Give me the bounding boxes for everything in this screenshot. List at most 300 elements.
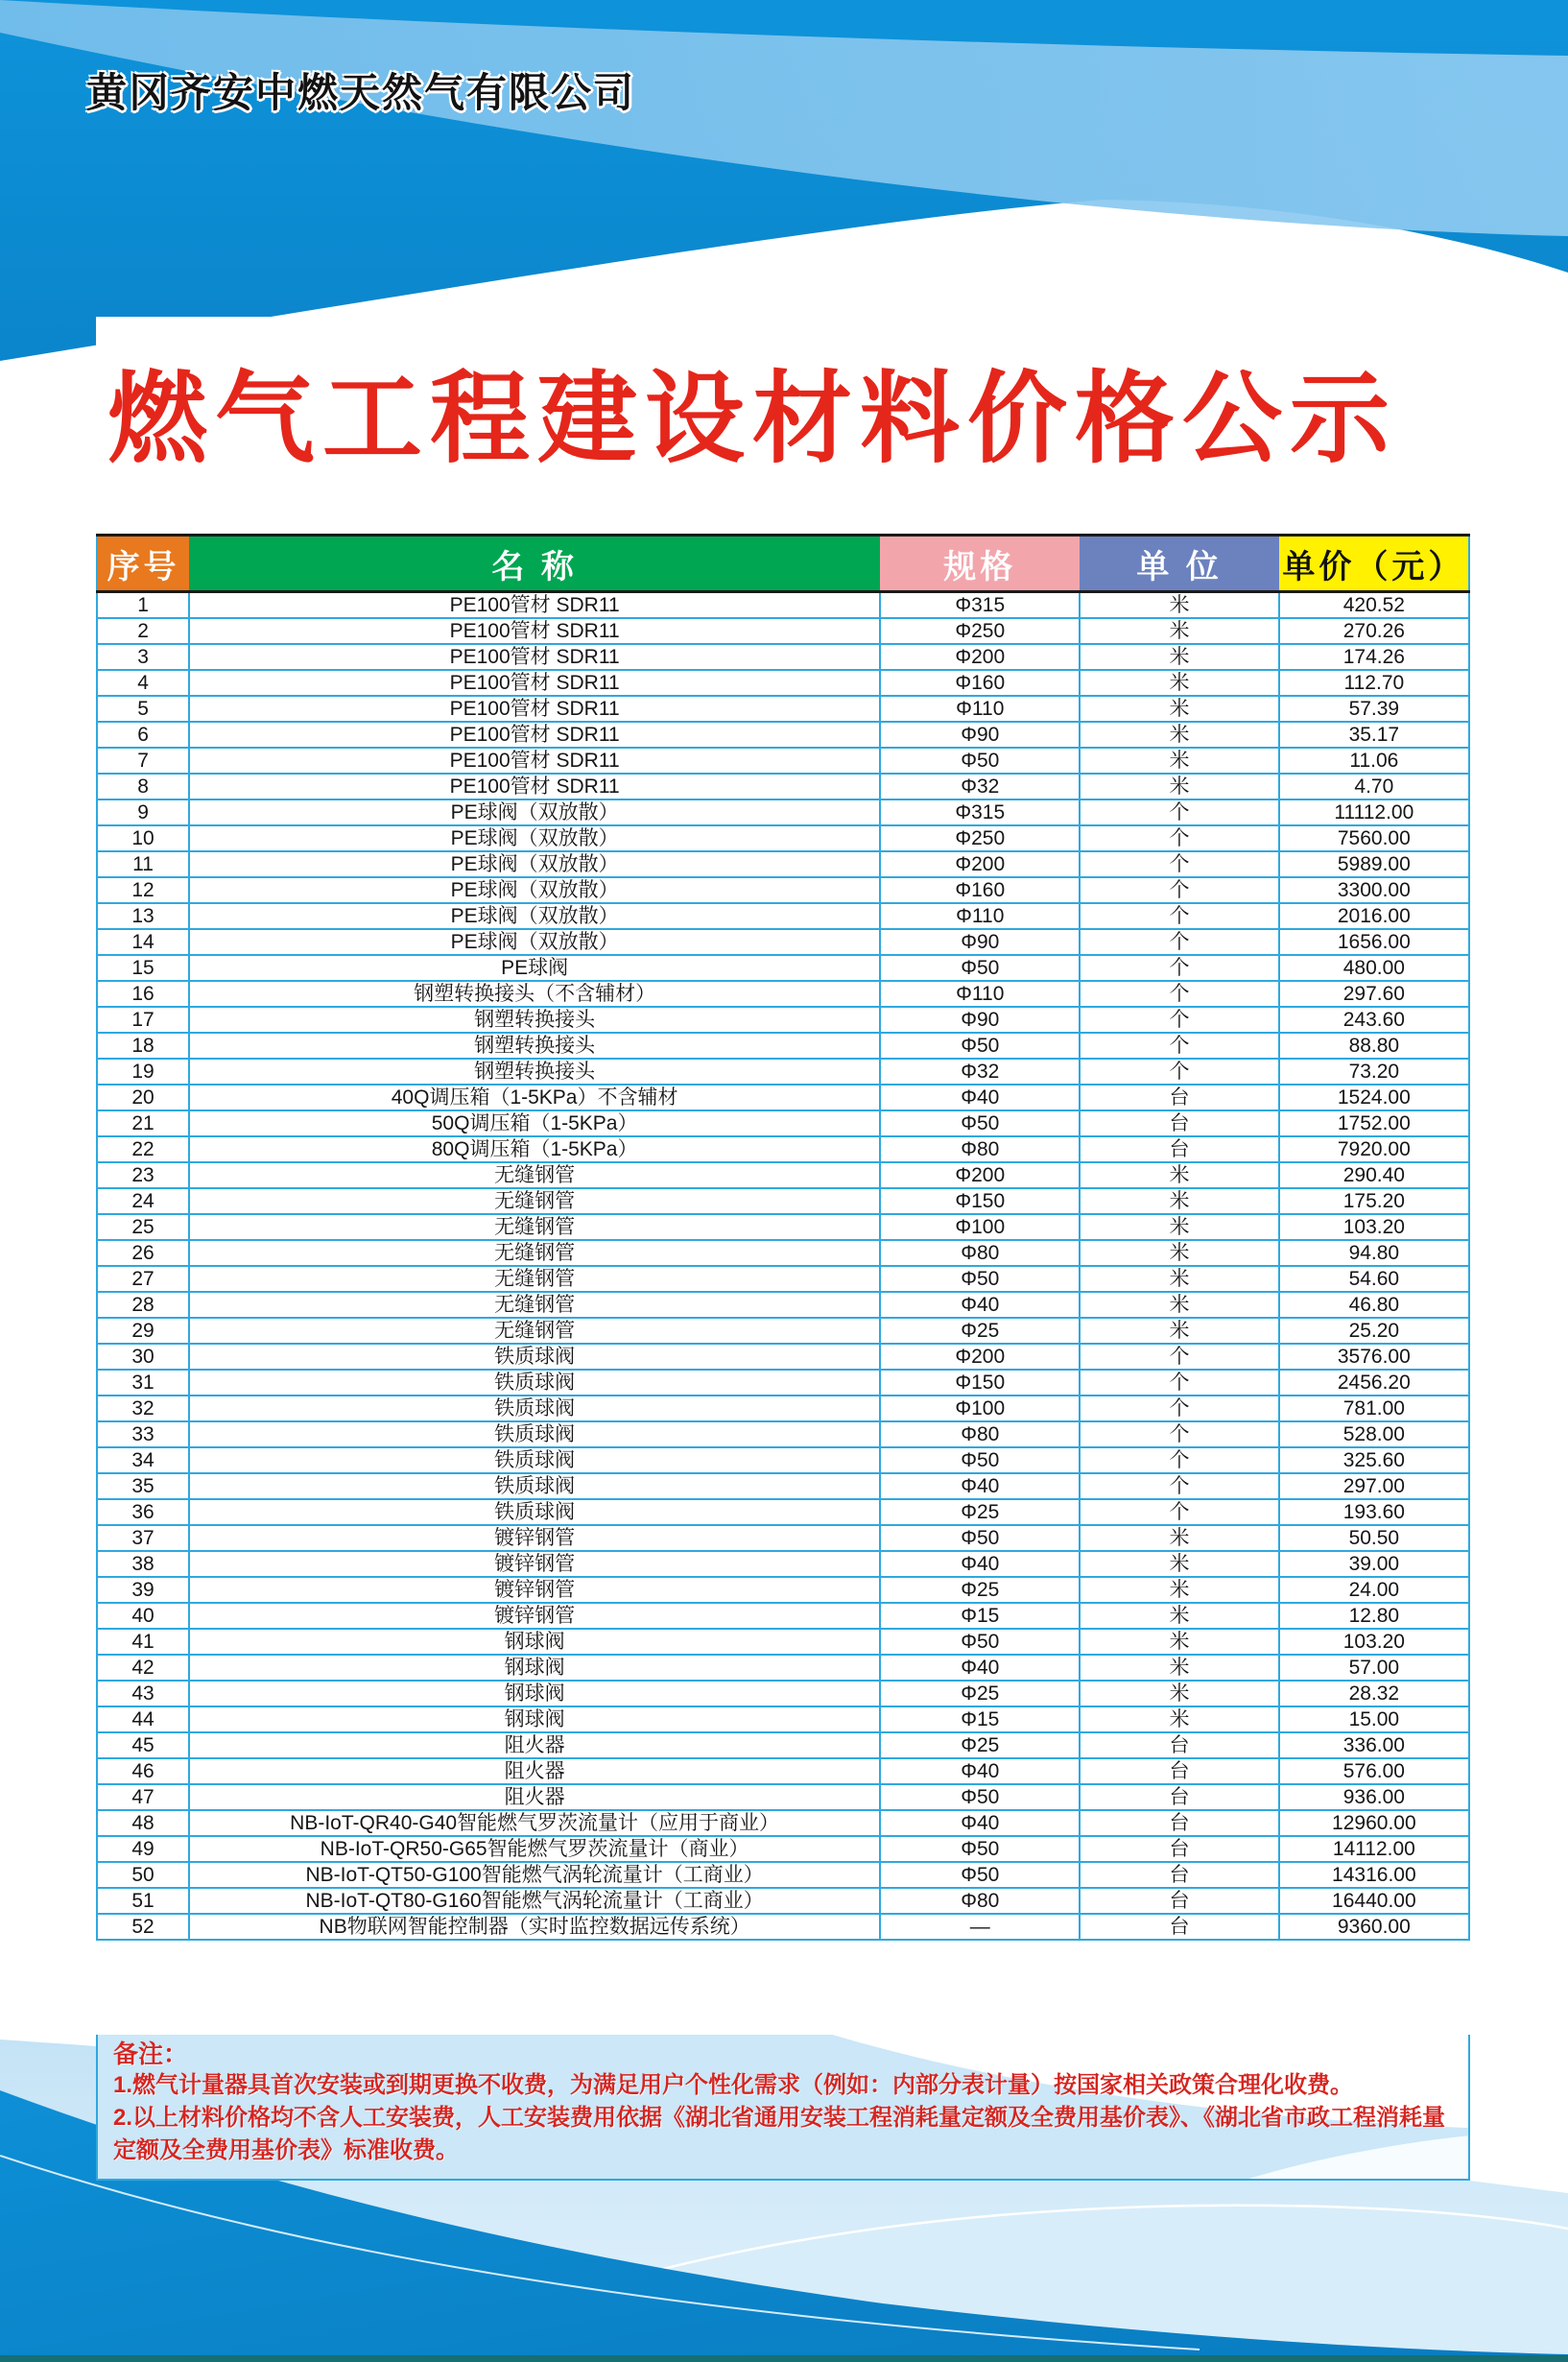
table-cell: 个 <box>1080 981 1278 1007</box>
table-cell: 270.26 <box>1279 618 1469 644</box>
table-cell: 3 <box>97 644 189 670</box>
table-cell: 个 <box>1080 851 1278 877</box>
table-cell: 50Q调压箱（1-5KPa） <box>189 1110 880 1136</box>
table-cell: Φ32 <box>880 1059 1080 1085</box>
table-cell: 9360.00 <box>1279 1914 1469 1940</box>
table-cell: 27 <box>97 1266 189 1292</box>
table-cell: 1656.00 <box>1279 929 1469 955</box>
table-cell: 钢塑转换接头 <box>189 1033 880 1059</box>
table-cell: 3300.00 <box>1279 877 1469 903</box>
table-cell: 无缝钢管 <box>189 1240 880 1266</box>
table-row <box>97 1758 1469 1784</box>
table-cell: 个 <box>1080 1033 1278 1059</box>
table-cell: 无缝钢管 <box>189 1292 880 1318</box>
table-row <box>97 1499 1469 1525</box>
table-row <box>97 1007 1469 1033</box>
table-cell: PE100管材 SDR11 <box>189 592 880 619</box>
table-cell: 台 <box>1080 1085 1278 1110</box>
table-row <box>97 851 1469 877</box>
table-cell: 阻火器 <box>189 1784 880 1810</box>
table-cell: NB物联网智能控制器（实时监控数据远传系统） <box>189 1914 880 1940</box>
table-cell: Φ315 <box>880 592 1080 619</box>
table-cell: 1752.00 <box>1279 1110 1469 1136</box>
table-cell: PE球阀（双放散） <box>189 851 880 877</box>
table-cell: 50 <box>97 1862 189 1888</box>
table-cell: 24.00 <box>1279 1577 1469 1603</box>
column-header: 单 位 <box>1080 536 1278 592</box>
table-cell: 钢塑转换接头 <box>189 1059 880 1085</box>
table-cell: 铁质球阀 <box>189 1370 880 1396</box>
table-cell: 台 <box>1080 1914 1278 1940</box>
table-row <box>97 748 1469 774</box>
table-cell: Φ80 <box>880 1421 1080 1447</box>
table-cell: 26 <box>97 1240 189 1266</box>
table-cell: Φ50 <box>880 1629 1080 1655</box>
table-cell: Φ50 <box>880 1447 1080 1473</box>
table-row <box>97 1525 1469 1551</box>
table-cell: 2 <box>97 618 189 644</box>
table-cell: Φ160 <box>880 670 1080 696</box>
table-cell: 11 <box>97 851 189 877</box>
table-cell: 台 <box>1080 1136 1278 1162</box>
table-cell: Φ25 <box>880 1318 1080 1344</box>
table-cell: 米 <box>1080 1292 1278 1318</box>
table-cell: Φ200 <box>880 851 1080 877</box>
table-cell: 19 <box>97 1059 189 1085</box>
table-cell: Φ110 <box>880 696 1080 722</box>
table-cell: 28.32 <box>1279 1681 1469 1706</box>
table-cell: 12 <box>97 877 189 903</box>
table-cell: 46 <box>97 1758 189 1784</box>
table-row <box>97 1033 1469 1059</box>
table-row <box>97 592 1469 619</box>
notes-label: 备注： <box>113 2040 189 2068</box>
table-cell: PE100管材 SDR11 <box>189 722 880 748</box>
table-cell: Φ50 <box>880 1266 1080 1292</box>
table-cell: Φ80 <box>880 1136 1080 1162</box>
table-cell: 16440.00 <box>1279 1888 1469 1914</box>
table-cell: 米 <box>1080 670 1278 696</box>
table-cell: Φ80 <box>880 1888 1080 1914</box>
notes-section <box>96 2035 1470 2181</box>
table-cell: 4.70 <box>1279 774 1469 799</box>
table-cell: 米 <box>1080 592 1278 619</box>
table-cell: 米 <box>1080 1681 1278 1706</box>
table-cell: 钢球阀 <box>189 1706 880 1732</box>
table-cell: Φ50 <box>880 1525 1080 1551</box>
table-row <box>97 1681 1469 1706</box>
table-row <box>97 1888 1469 1914</box>
table-cell: 42 <box>97 1655 189 1681</box>
table-cell: PE球阀 <box>189 955 880 981</box>
table-cell: NB-IoT-QR50-G65智能燃气罗茨流量计（商业） <box>189 1836 880 1862</box>
table-cell: 阻火器 <box>189 1732 880 1758</box>
table-cell: 10 <box>97 825 189 851</box>
table-cell: 米 <box>1080 1525 1278 1551</box>
table-row <box>97 1266 1469 1292</box>
table-cell: 无缝钢管 <box>189 1214 880 1240</box>
table-cell: 米 <box>1080 1706 1278 1732</box>
table-cell: 个 <box>1080 1421 1278 1447</box>
table-cell: 16 <box>97 981 189 1007</box>
table-cell: 14316.00 <box>1279 1862 1469 1888</box>
table-cell: Φ40 <box>880 1292 1080 1318</box>
table-cell: 80Q调压箱（1-5KPa） <box>189 1136 880 1162</box>
table-cell: Φ50 <box>880 1784 1080 1810</box>
price-table <box>96 534 1470 1941</box>
table-cell: 14112.00 <box>1279 1836 1469 1862</box>
table-cell: 29 <box>97 1318 189 1344</box>
table-cell: 台 <box>1080 1784 1278 1810</box>
table-cell: 40 <box>97 1603 189 1629</box>
table-cell: 22 <box>97 1136 189 1162</box>
table-cell: 台 <box>1080 1888 1278 1914</box>
table-cell: 297.60 <box>1279 981 1469 1007</box>
table-row <box>97 929 1469 955</box>
table-cell: 米 <box>1080 1188 1278 1214</box>
table-row <box>97 1447 1469 1473</box>
table-cell: Φ150 <box>880 1188 1080 1214</box>
table-cell: Φ50 <box>880 1836 1080 1862</box>
table-cell: 米 <box>1080 696 1278 722</box>
content-panel <box>96 317 1470 2181</box>
table-cell: Φ40 <box>880 1085 1080 1110</box>
table-cell: Φ90 <box>880 722 1080 748</box>
table-cell: 铁质球阀 <box>189 1421 880 1447</box>
table-row <box>97 644 1469 670</box>
company-name: 黄冈齐安中燃天然气有限公司 <box>86 70 636 115</box>
table-cell: 35.17 <box>1279 722 1469 748</box>
table-row <box>97 1629 1469 1655</box>
table-cell: PE球阀（双放散） <box>189 903 880 929</box>
table-cell: Φ150 <box>880 1370 1080 1396</box>
table-row <box>97 1655 1469 1681</box>
table-cell: 20 <box>97 1085 189 1110</box>
table-cell: 174.26 <box>1279 644 1469 670</box>
table-row <box>97 1240 1469 1266</box>
table-row <box>97 1370 1469 1396</box>
table-cell: 30 <box>97 1344 189 1370</box>
table-row <box>97 799 1469 825</box>
table-cell: 44 <box>97 1706 189 1732</box>
table-row <box>97 1836 1469 1862</box>
table-cell: 23 <box>97 1162 189 1188</box>
table-row <box>97 1059 1469 1085</box>
table-cell: 39 <box>97 1577 189 1603</box>
table-row <box>97 1914 1469 1940</box>
table-cell: 钢球阀 <box>189 1655 880 1681</box>
table-cell: 38 <box>97 1551 189 1577</box>
table-cell: 台 <box>1080 1810 1278 1836</box>
table-cell: 1524.00 <box>1279 1085 1469 1110</box>
table-header-row <box>97 536 1469 592</box>
table-row <box>97 981 1469 1007</box>
table-cell: 9 <box>97 799 189 825</box>
table-cell: Φ15 <box>880 1706 1080 1732</box>
table-cell: 3576.00 <box>1279 1344 1469 1370</box>
table-cell: 25 <box>97 1214 189 1240</box>
table-cell: 个 <box>1080 877 1278 903</box>
table-cell: 73.20 <box>1279 1059 1469 1085</box>
table-row <box>97 1136 1469 1162</box>
table-row <box>97 618 1469 644</box>
table-cell: Φ315 <box>880 799 1080 825</box>
table-cell: Φ50 <box>880 1110 1080 1136</box>
table-cell: Φ50 <box>880 955 1080 981</box>
table-cell: 7920.00 <box>1279 1136 1469 1162</box>
table-cell: 镀锌钢管 <box>189 1551 880 1577</box>
table-cell: 47 <box>97 1784 189 1810</box>
table-cell: Φ80 <box>880 1240 1080 1266</box>
table-cell: 5989.00 <box>1279 851 1469 877</box>
table-cell: Φ90 <box>880 1007 1080 1033</box>
table-cell: 个 <box>1080 903 1278 929</box>
table-cell: 15 <box>97 955 189 981</box>
table-cell: 37 <box>97 1525 189 1551</box>
table-cell: 31 <box>97 1370 189 1396</box>
table-cell: 54.60 <box>1279 1266 1469 1292</box>
table-cell: Φ50 <box>880 1862 1080 1888</box>
table-cell: 无缝钢管 <box>189 1162 880 1188</box>
table-cell: Φ200 <box>880 1162 1080 1188</box>
table-cell: 4 <box>97 670 189 696</box>
table-row <box>97 1162 1469 1188</box>
table-cell: NB-IoT-QT80-G160智能燃气涡轮流量计（工商业） <box>189 1888 880 1914</box>
table-cell: 24 <box>97 1188 189 1214</box>
table-cell: Φ40 <box>880 1810 1080 1836</box>
table-cell: 钢塑转换接头（不含辅材） <box>189 981 880 1007</box>
table-cell: 个 <box>1080 825 1278 851</box>
table-cell: 781.00 <box>1279 1396 1469 1421</box>
table-row <box>97 1292 1469 1318</box>
table-cell: 41 <box>97 1629 189 1655</box>
table-row <box>97 1085 1469 1110</box>
table-cell: 14 <box>97 929 189 955</box>
table-cell: 铁质球阀 <box>189 1344 880 1370</box>
table-cell: 28 <box>97 1292 189 1318</box>
table-cell: 50.50 <box>1279 1525 1469 1551</box>
table-cell: Φ100 <box>880 1396 1080 1421</box>
table-cell: PE球阀（双放散） <box>189 799 880 825</box>
table-cell: 45 <box>97 1732 189 1758</box>
table-cell: 46.80 <box>1279 1292 1469 1318</box>
table-row <box>97 1706 1469 1732</box>
table-row <box>97 903 1469 929</box>
table-cell: Φ200 <box>880 644 1080 670</box>
table-row <box>97 1732 1469 1758</box>
table-cell: 12.80 <box>1279 1603 1469 1629</box>
table-cell: Φ40 <box>880 1655 1080 1681</box>
table-cell: 15.00 <box>1279 1706 1469 1732</box>
table-cell: 个 <box>1080 1370 1278 1396</box>
table-cell: 无缝钢管 <box>189 1318 880 1344</box>
table-row <box>97 877 1469 903</box>
table-cell: 2016.00 <box>1279 903 1469 929</box>
table-cell: 台 <box>1080 1862 1278 1888</box>
table-cell: 193.60 <box>1279 1499 1469 1525</box>
table-cell: 11.06 <box>1279 748 1469 774</box>
table-cell: Φ25 <box>880 1732 1080 1758</box>
table-cell: 米 <box>1080 1266 1278 1292</box>
table-cell: 336.00 <box>1279 1732 1469 1758</box>
table-cell: 420.52 <box>1279 592 1469 619</box>
table-cell: 8 <box>97 774 189 799</box>
table-cell: 7 <box>97 748 189 774</box>
table-cell: 103.20 <box>1279 1629 1469 1655</box>
table-cell: 台 <box>1080 1758 1278 1784</box>
table-row <box>97 1396 1469 1421</box>
table-cell: 480.00 <box>1279 955 1469 981</box>
table-cell: 12960.00 <box>1279 1810 1469 1836</box>
table-row <box>97 1551 1469 1577</box>
table-cell: 米 <box>1080 1629 1278 1655</box>
table-row <box>97 1214 1469 1240</box>
table-cell: 台 <box>1080 1110 1278 1136</box>
table-row <box>97 1810 1469 1836</box>
table-cell: 13 <box>97 903 189 929</box>
table-row <box>97 1421 1469 1447</box>
table-row <box>97 1473 1469 1499</box>
table-cell: 米 <box>1080 1162 1278 1188</box>
table-cell: Φ40 <box>880 1551 1080 1577</box>
table-cell: Φ100 <box>880 1214 1080 1240</box>
table-cell: 325.60 <box>1279 1447 1469 1473</box>
table-row <box>97 1110 1469 1136</box>
table-cell: 34 <box>97 1447 189 1473</box>
table-cell: 个 <box>1080 929 1278 955</box>
table-cell: 48 <box>97 1810 189 1836</box>
note-item-1: 1.燃气计量器具首次安装或到期更换不收费，为满足用户个性化需求（例如：内部分表计量）按国家相关政策合理化收费。 <box>113 2072 1354 2098</box>
table-cell: 钢球阀 <box>189 1629 880 1655</box>
table-cell: PE100管材 SDR11 <box>189 644 880 670</box>
table-cell: Φ200 <box>880 1344 1080 1370</box>
table-cell: 米 <box>1080 1240 1278 1266</box>
table-cell: 个 <box>1080 1447 1278 1473</box>
table-cell: 2456.20 <box>1279 1370 1469 1396</box>
table-cell: 镀锌钢管 <box>189 1603 880 1629</box>
table-cell: 台 <box>1080 1732 1278 1758</box>
table-cell: PE100管材 SDR11 <box>189 748 880 774</box>
table-cell: 1 <box>97 592 189 619</box>
table-cell: Φ90 <box>880 929 1080 955</box>
table-cell: 175.20 <box>1279 1188 1469 1214</box>
table-cell: 103.20 <box>1279 1214 1469 1240</box>
table-cell: 35 <box>97 1473 189 1499</box>
column-header: 单价（元） <box>1279 536 1469 592</box>
table-row <box>97 955 1469 981</box>
table-cell: 米 <box>1080 1655 1278 1681</box>
table-cell: 米 <box>1080 1551 1278 1577</box>
table-cell: PE100管材 SDR11 <box>189 618 880 644</box>
table-cell: 112.70 <box>1279 670 1469 696</box>
table-cell: Φ15 <box>880 1603 1080 1629</box>
table-row <box>97 670 1469 696</box>
table-cell: 米 <box>1080 1577 1278 1603</box>
table-cell: 297.00 <box>1279 1473 1469 1499</box>
column-header: 序号 <box>97 536 189 592</box>
table-cell: Φ50 <box>880 748 1080 774</box>
table-cell: 49 <box>97 1836 189 1862</box>
table-cell: Φ160 <box>880 877 1080 903</box>
table-cell: 镀锌钢管 <box>189 1577 880 1603</box>
table-cell: PE100管材 SDR11 <box>189 670 880 696</box>
table-cell: 铁质球阀 <box>189 1396 880 1421</box>
table-cell: 36 <box>97 1499 189 1525</box>
table-cell: 7560.00 <box>1279 825 1469 851</box>
table-cell: 无缝钢管 <box>189 1188 880 1214</box>
table-cell: PE球阀（双放散） <box>189 877 880 903</box>
table-cell: 铁质球阀 <box>189 1473 880 1499</box>
table-cell: 21 <box>97 1110 189 1136</box>
table-cell: 米 <box>1080 1603 1278 1629</box>
table-cell: 钢塑转换接头 <box>189 1007 880 1033</box>
table-cell: 6 <box>97 722 189 748</box>
table-cell: NB-IoT-QT50-G100智能燃气涡轮流量计（工商业） <box>189 1862 880 1888</box>
table-cell: 52 <box>97 1914 189 1940</box>
table-cell: Φ110 <box>880 981 1080 1007</box>
table-row <box>97 1603 1469 1629</box>
table-cell: 936.00 <box>1279 1784 1469 1810</box>
table-row <box>97 722 1469 748</box>
table-row <box>97 1784 1469 1810</box>
table-cell: 94.80 <box>1279 1240 1469 1266</box>
table-cell: 39.00 <box>1279 1551 1469 1577</box>
table-row <box>97 696 1469 722</box>
table-cell: 57.00 <box>1279 1655 1469 1681</box>
table-cell: 米 <box>1080 722 1278 748</box>
table-cell: 17 <box>97 1007 189 1033</box>
table-cell: 米 <box>1080 1214 1278 1240</box>
table-cell: Φ40 <box>880 1758 1080 1784</box>
table-cell: 个 <box>1080 1499 1278 1525</box>
table-cell: 铁质球阀 <box>189 1499 880 1525</box>
column-header: 规格 <box>880 536 1080 592</box>
table-row <box>97 1188 1469 1214</box>
table-cell: 个 <box>1080 799 1278 825</box>
table-cell: PE球阀（双放散） <box>189 929 880 955</box>
table-cell: 无缝钢管 <box>189 1266 880 1292</box>
table-cell: 528.00 <box>1279 1421 1469 1447</box>
table-cell: PE100管材 SDR11 <box>189 774 880 799</box>
table-cell: 11112.00 <box>1279 799 1469 825</box>
table-row <box>97 825 1469 851</box>
table-cell: Φ25 <box>880 1681 1080 1706</box>
table-cell: — <box>880 1914 1080 1940</box>
table-cell: 个 <box>1080 1396 1278 1421</box>
table-cell: Φ25 <box>880 1499 1080 1525</box>
table-cell: Φ250 <box>880 825 1080 851</box>
table-cell: 铁质球阀 <box>189 1447 880 1473</box>
table-cell: PE球阀（双放散） <box>189 825 880 851</box>
table-cell: 米 <box>1080 774 1278 799</box>
table-cell: 88.80 <box>1279 1033 1469 1059</box>
column-header: 名 称 <box>189 536 880 592</box>
note-item-2: 2.以上材料价格均不含人工安装费，人工安装费用依据《湖北省通用安装工程消耗量定额及全费用基价表》、《湖北省市政工程消耗量定额及全费用基价表》标准收费。 <box>113 2105 1446 2163</box>
table-cell: 43 <box>97 1681 189 1706</box>
table-cell: 40Q调压箱（1-5KPa）不含辅材 <box>189 1085 880 1110</box>
table-cell: 25.20 <box>1279 1318 1469 1344</box>
table-cell: 243.60 <box>1279 1007 1469 1033</box>
table-cell: 阻火器 <box>189 1758 880 1784</box>
table-cell: 32 <box>97 1396 189 1421</box>
table-cell: 个 <box>1080 1007 1278 1033</box>
page-title: 燃气工程建设材料价格公示 <box>107 364 1398 475</box>
table-cell: Φ40 <box>880 1473 1080 1499</box>
table-cell: 个 <box>1080 1059 1278 1085</box>
table-cell: Φ50 <box>880 1033 1080 1059</box>
table-cell: 米 <box>1080 618 1278 644</box>
table-cell: 个 <box>1080 1473 1278 1499</box>
